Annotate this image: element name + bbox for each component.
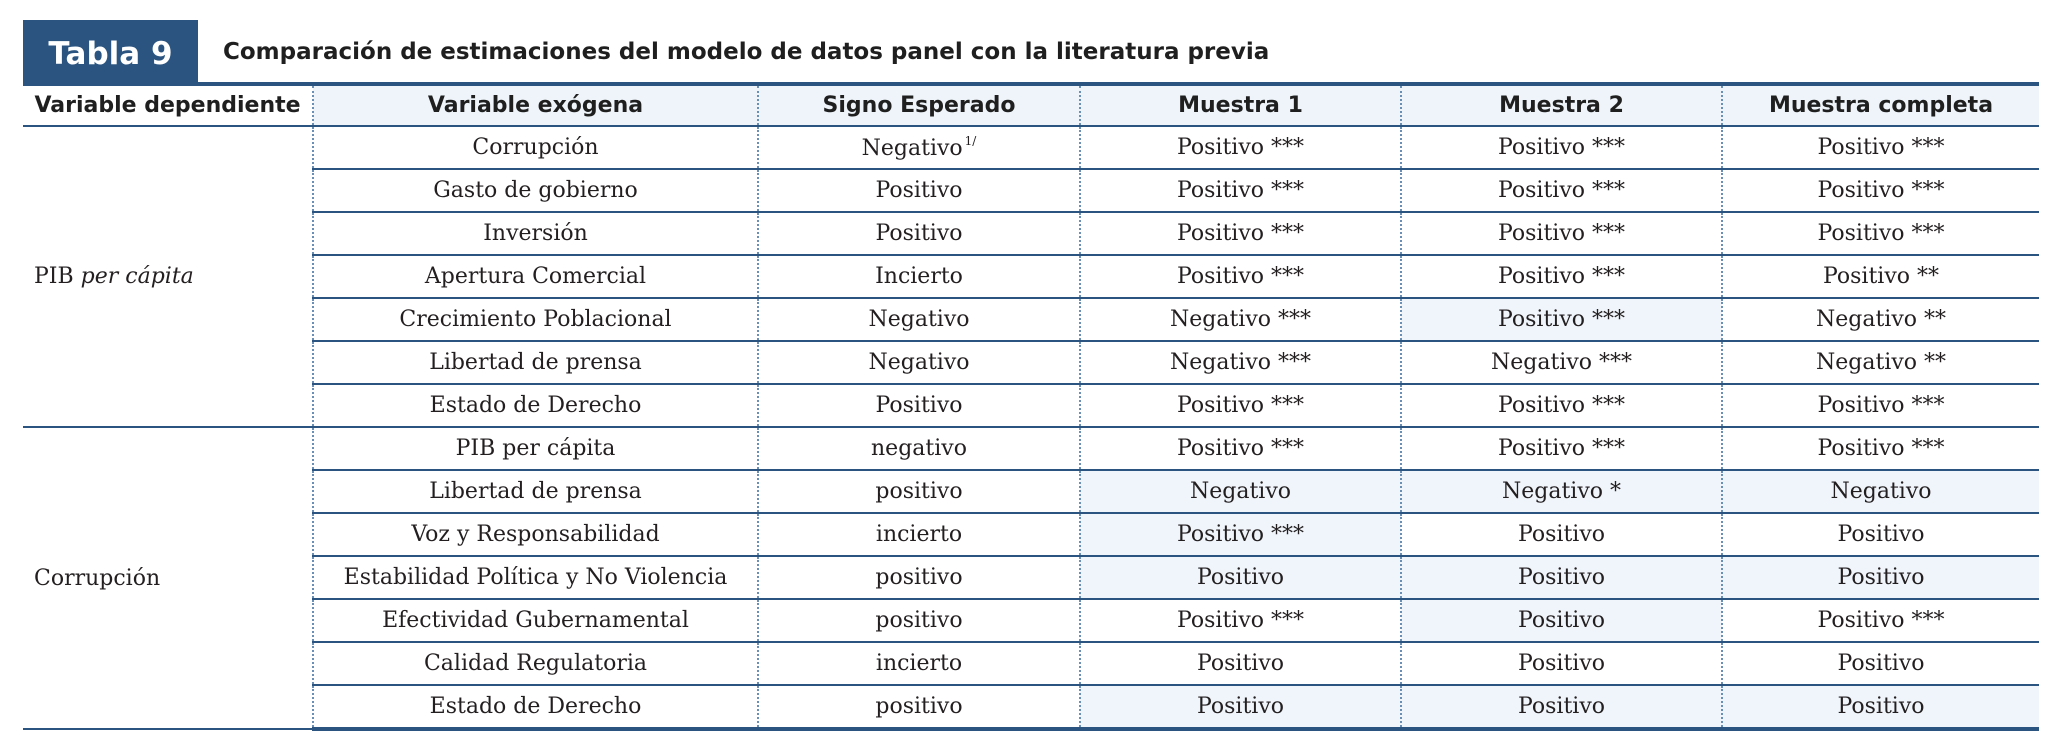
sample-1-result: Positivo *** bbox=[1080, 427, 1401, 470]
table-row bbox=[23, 685, 2039, 729]
expected-sign: Positivo bbox=[758, 384, 1080, 427]
expected-sign: positivo bbox=[758, 470, 1080, 513]
full-sample-result: Positivo bbox=[1722, 513, 2039, 556]
sample-1-result: Positivo *** bbox=[1080, 599, 1401, 642]
expected-sign: Incierto bbox=[758, 255, 1080, 298]
table-row bbox=[23, 556, 2039, 599]
sample-2-result: Positivo *** bbox=[1401, 384, 1722, 427]
full-sample-result: Positivo *** bbox=[1722, 126, 2039, 169]
column-header-variable-dependiente: Variable dependiente bbox=[23, 86, 313, 126]
exogenous-variable: Inversión bbox=[313, 212, 758, 255]
sample-2-result: Positivo bbox=[1401, 685, 1722, 729]
table-header bbox=[23, 20, 2039, 82]
full-sample-result: Positivo *** bbox=[1722, 427, 2039, 470]
sample-2-result: Positivo *** bbox=[1401, 169, 1722, 212]
column-header-signo-esperado: Signo Esperado bbox=[758, 86, 1080, 126]
column-header-muestra-1: Muestra 1 bbox=[1080, 86, 1401, 126]
exogenous-variable: Gasto de gobierno bbox=[313, 169, 758, 212]
full-sample-result: Positivo bbox=[1722, 642, 2039, 685]
expected-sign: incierto bbox=[758, 513, 1080, 556]
comparison-table bbox=[23, 86, 2039, 731]
expected-sign bbox=[758, 126, 1080, 169]
sample-1-result: Positivo bbox=[1080, 642, 1401, 685]
expected-sign-value: Negativo bbox=[861, 136, 963, 161]
full-sample-result: Negativo ** bbox=[1722, 298, 2039, 341]
full-sample-result: Negativo bbox=[1722, 470, 2039, 513]
expected-sign: Positivo bbox=[758, 212, 1080, 255]
exogenous-variable: Estado de Derecho bbox=[313, 685, 758, 729]
sample-2-result: Positivo bbox=[1401, 642, 1722, 685]
sample-1-result: Positivo *** bbox=[1080, 212, 1401, 255]
table-row bbox=[23, 384, 2039, 427]
exogenous-variable: Libertad de prensa bbox=[313, 341, 758, 384]
sample-1-result: Negativo *** bbox=[1080, 298, 1401, 341]
full-sample-result: Positivo *** bbox=[1722, 599, 2039, 642]
dependent-variable-corrupcion: Corrupción bbox=[23, 427, 313, 729]
sample-1-result: Positivo bbox=[1080, 685, 1401, 729]
sample-2-result: Positivo *** bbox=[1401, 427, 1722, 470]
exogenous-variable: Libertad de prensa bbox=[313, 470, 758, 513]
expected-sign: positivo bbox=[758, 556, 1080, 599]
column-header-variable-exogena: Variable exógena bbox=[313, 86, 758, 126]
expected-sign: Negativo bbox=[758, 298, 1080, 341]
sample-2-result: Positivo bbox=[1401, 556, 1722, 599]
table-row bbox=[23, 599, 2039, 642]
sample-1-result: Negativo bbox=[1080, 470, 1401, 513]
full-sample-result: Negativo ** bbox=[1722, 341, 2039, 384]
table-row bbox=[23, 126, 2039, 169]
expected-sign: positivo bbox=[758, 685, 1080, 729]
exogenous-variable: Apertura Comercial bbox=[313, 255, 758, 298]
exogenous-variable: Corrupción bbox=[313, 126, 758, 169]
header-row bbox=[23, 86, 2039, 126]
expected-sign: negativo bbox=[758, 427, 1080, 470]
sample-2-result: Positivo bbox=[1401, 513, 1722, 556]
sample-1-result: Positivo *** bbox=[1080, 513, 1401, 556]
sample-2-result: Negativo *** bbox=[1401, 341, 1722, 384]
expected-sign: Positivo bbox=[758, 169, 1080, 212]
table-row bbox=[23, 470, 2039, 513]
sample-2-result: Positivo bbox=[1401, 599, 1722, 642]
sample-2-result: Negativo * bbox=[1401, 470, 1722, 513]
sample-1-result: Positivo *** bbox=[1080, 384, 1401, 427]
table-row bbox=[23, 169, 2039, 212]
sample-2-result: Positivo *** bbox=[1401, 126, 1722, 169]
exogenous-variable: Estabilidad Política y No Violencia bbox=[313, 556, 758, 599]
dependent-variable-main: PIB bbox=[34, 264, 81, 289]
full-sample-result: Positivo bbox=[1722, 556, 2039, 599]
sample-1-result: Positivo *** bbox=[1080, 126, 1401, 169]
exogenous-variable: PIB per cápita bbox=[313, 427, 758, 470]
column-header-muestra-completa: Muestra completa bbox=[1722, 86, 2039, 126]
full-sample-result: Positivo ** bbox=[1722, 255, 2039, 298]
expected-sign: incierto bbox=[758, 642, 1080, 685]
exogenous-variable: Estado de Derecho bbox=[313, 384, 758, 427]
expected-sign: Negativo bbox=[758, 341, 1080, 384]
exogenous-variable: Efectividad Gubernamental bbox=[313, 599, 758, 642]
table-number-badge: Tabla 9 bbox=[23, 20, 198, 82]
table-title: Comparación de estimaciones del modelo de datos panel con la literatura previa bbox=[223, 39, 1270, 65]
sample-1-result: Positivo bbox=[1080, 556, 1401, 599]
dependent-variable-pib bbox=[23, 126, 313, 427]
exogenous-variable: Calidad Regulatoria bbox=[313, 642, 758, 685]
table-row bbox=[23, 427, 2039, 470]
full-sample-result: Positivo *** bbox=[1722, 212, 2039, 255]
footnote-marker: 1/ bbox=[964, 134, 977, 148]
sample-1-result: Positivo *** bbox=[1080, 169, 1401, 212]
table-row bbox=[23, 642, 2039, 685]
sample-2-result: Positivo *** bbox=[1401, 298, 1722, 341]
table-row bbox=[23, 212, 2039, 255]
table-row bbox=[23, 341, 2039, 384]
sample-2-result: Positivo *** bbox=[1401, 255, 1722, 298]
table-row bbox=[23, 255, 2039, 298]
sample-2-result: Positivo *** bbox=[1401, 212, 1722, 255]
exogenous-variable: Voz y Responsabilidad bbox=[313, 513, 758, 556]
column-header-muestra-2: Muestra 2 bbox=[1401, 86, 1722, 126]
full-sample-result: Positivo *** bbox=[1722, 384, 2039, 427]
full-sample-result: Positivo bbox=[1722, 685, 2039, 729]
sample-1-result: Positivo *** bbox=[1080, 255, 1401, 298]
table-row bbox=[23, 513, 2039, 556]
table-row bbox=[23, 298, 2039, 341]
expected-sign: positivo bbox=[758, 599, 1080, 642]
full-sample-result: Positivo *** bbox=[1722, 169, 2039, 212]
exogenous-variable: Crecimiento Poblacional bbox=[313, 298, 758, 341]
sample-1-result: Negativo *** bbox=[1080, 341, 1401, 384]
dependent-variable-italic: per cápita bbox=[80, 264, 194, 289]
